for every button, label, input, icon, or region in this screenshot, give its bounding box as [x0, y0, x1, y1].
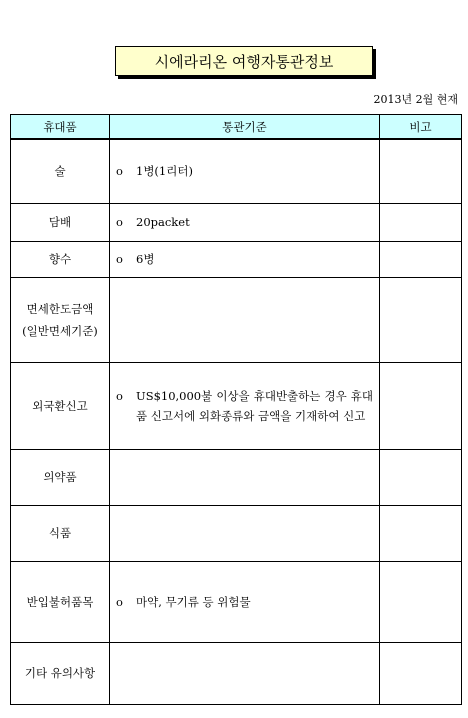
row-item: 술 — [11, 139, 110, 203]
table-row — [11, 241, 462, 277]
row-standard: o 20packet — [110, 203, 380, 241]
bullet-icon: o — [116, 252, 123, 266]
row-standard — [110, 449, 380, 505]
row-standard: o 6병 — [110, 241, 380, 277]
bullet-icon: o — [116, 594, 123, 609]
table-row — [11, 449, 462, 505]
row-standard — [110, 505, 380, 561]
row-note — [380, 505, 462, 561]
date-label: 2013년 2월 현재 — [373, 93, 458, 106]
row-item: 기타 유의사항 — [11, 642, 110, 704]
row-note — [380, 203, 462, 241]
row-item: 식품 — [11, 505, 110, 561]
row-standard: o US$10,000불 이상을 휴대반출하는 경우 휴대품 신고서에 외화종류와 금액을 기재하여 신고 — [110, 362, 380, 449]
row-item: 의약품 — [11, 449, 110, 505]
row-item: 면세한도금액 (일반면세기준) — [11, 277, 110, 362]
row-item: 담배 — [11, 203, 110, 241]
bullet-icon: o — [116, 215, 123, 229]
table-header-row — [11, 115, 462, 140]
table-row — [11, 642, 462, 704]
row-note — [380, 449, 462, 505]
row-note — [380, 561, 462, 642]
row-standard — [110, 277, 380, 362]
row-note — [380, 277, 462, 362]
table-row — [11, 505, 462, 561]
row-standard: o 1병(1리터) — [110, 139, 380, 203]
table-row — [11, 362, 462, 449]
bullet-icon: o — [116, 388, 123, 403]
header-item: 휴대품 — [11, 115, 110, 140]
row-item: 반입불허품목 — [11, 561, 110, 642]
table-row — [11, 203, 462, 241]
row-note — [380, 139, 462, 203]
customs-table — [10, 114, 462, 705]
page-title-text: 시에라리온 여행자통관정보 — [154, 52, 334, 71]
row-standard — [110, 642, 380, 704]
table-row — [11, 561, 462, 642]
row-item: 외국환신고 — [11, 362, 110, 449]
table-row — [11, 277, 462, 362]
row-item: 향수 — [11, 241, 110, 277]
row-note — [380, 362, 462, 449]
row-note — [380, 241, 462, 277]
header-note: 비고 — [380, 115, 462, 140]
page-title — [115, 46, 373, 76]
header-standard: 통관기준 — [110, 115, 380, 140]
table-row — [11, 139, 462, 203]
row-standard: o 마약, 무기류 등 위험물 — [110, 561, 380, 642]
row-note — [380, 642, 462, 704]
bullet-icon: o — [116, 164, 123, 179]
